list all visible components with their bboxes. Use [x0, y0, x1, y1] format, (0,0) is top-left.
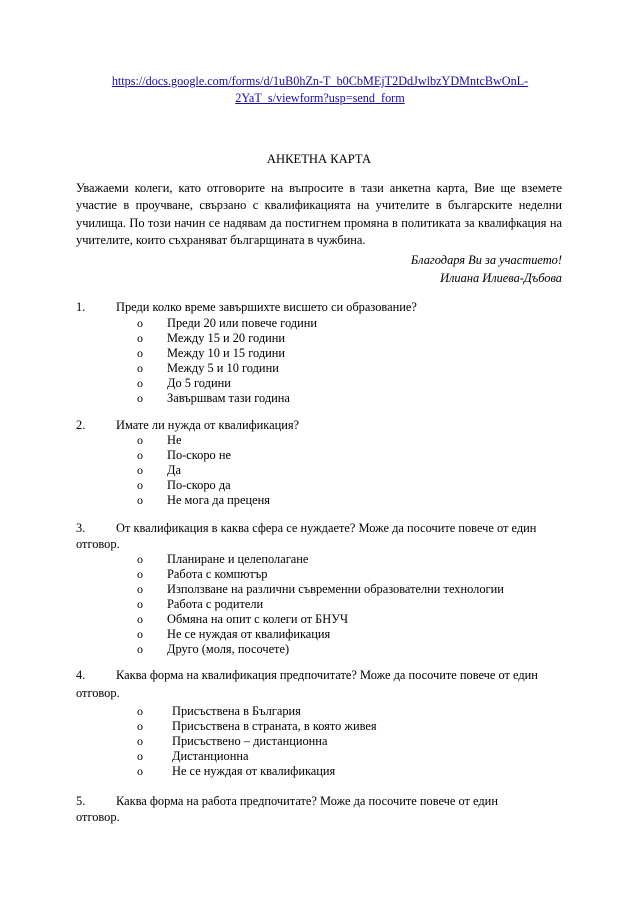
option-label: Да — [167, 463, 181, 477]
option-bullet-icon: o — [137, 582, 143, 596]
option-label: Не мога да преценя — [167, 493, 270, 507]
form-link[interactable] — [70, 73, 570, 107]
question-text: Каква форма на работа предпочитате? Може да посочите повече от един — [116, 794, 498, 808]
question-text: Каква форма на квалификация предпочитате? Може да посочите повече от един — [116, 668, 538, 682]
question-text-continuation: отговор. — [76, 686, 120, 700]
option-label: Планиране и целеполагане — [167, 552, 309, 566]
option-bullet-icon: o — [137, 391, 143, 405]
option-label: Дистанционна — [172, 749, 249, 763]
option-bullet-icon: o — [137, 478, 143, 492]
option-bullet-icon: o — [137, 361, 143, 375]
option-label: Завършвам тази година — [167, 391, 290, 405]
question-number: 5. — [76, 794, 86, 808]
option-label: Между 15 и 20 години — [167, 331, 286, 345]
document-title: АНКЕТНА КАРТА — [266, 152, 372, 166]
question-text: От квалификация в каква сфера се нуждаете? Може да посочите повече от един — [116, 521, 537, 535]
option-bullet-icon: o — [137, 552, 143, 566]
option-label: До 5 години — [167, 376, 231, 390]
option-bullet-icon: o — [137, 642, 143, 656]
signature-name: Илиана Илиева-Дъбова — [440, 271, 562, 285]
option-label: Друго (моля, посочете) — [167, 642, 290, 656]
option-label: Между 10 и 15 години — [167, 346, 286, 360]
option-bullet-icon: o — [137, 433, 143, 447]
option-bullet-icon: o — [137, 493, 143, 507]
question-number: 3. — [76, 521, 86, 535]
intro-paragraph: Уважаеми колеги, като отговорите на въпросите в тази анкетна карта, Вие ще вземете участие в проучване, свързано с квалификацията на учителите в българските неделни училища. По този начин се надявам да постигнем промяна в политиката за квалифкация на учителите, които съхраняват българщината в чужбина. — [76, 181, 562, 248]
question-text-continuation: отговор. — [76, 537, 120, 551]
option-bullet-icon: o — [137, 597, 143, 611]
question-number: 4. — [76, 668, 86, 682]
option-label: Не — [167, 433, 182, 447]
option-bullet-icon: o — [137, 346, 143, 360]
option-bullet-icon: o — [137, 749, 143, 763]
option-label: Работа с родители — [167, 597, 264, 611]
option-label: Присъствено – дистанционна — [172, 734, 328, 748]
option-bullet-icon: o — [137, 704, 143, 718]
option-bullet-icon: o — [137, 719, 143, 733]
signature-thanks: Благодаря Ви за участието! — [410, 253, 562, 267]
question-number: 1. — [76, 300, 86, 314]
question-text: Преди колко време завършихте висшето си образование? — [116, 300, 417, 314]
option-label: Между 5 и 10 години — [167, 361, 279, 375]
option-label: По-скоро не — [167, 448, 231, 462]
option-label: По-скоро да — [167, 478, 231, 492]
option-bullet-icon: o — [137, 627, 143, 641]
question-number: 2. — [76, 418, 86, 432]
question-text: Имате ли нужда от квалификация? — [116, 418, 300, 432]
option-bullet-icon: o — [137, 463, 143, 477]
option-bullet-icon: o — [137, 764, 143, 778]
option-label: Обмяна на опит с колеги от БНУЧ — [167, 612, 349, 626]
option-label: Не се нуждая от квалификация — [167, 627, 331, 641]
question-text-continuation: отговор. — [76, 810, 120, 824]
option-label: Преди 20 или повече години — [167, 316, 317, 330]
form-link-line1[interactable]: https://docs.google.com/forms/d/1uB0hZn-T_b0CbMEjT2DdJwlbzYDMntcBwOnL- — [111, 74, 529, 88]
option-bullet-icon: o — [137, 331, 143, 345]
option-bullet-icon: o — [137, 567, 143, 581]
option-bullet-icon: o — [137, 316, 143, 330]
option-bullet-icon: o — [137, 448, 143, 462]
option-label: Работа с компютър — [167, 567, 268, 581]
option-label: Присъствена в страната, в която живея — [172, 719, 377, 733]
option-bullet-icon: o — [137, 376, 143, 390]
option-bullet-icon: o — [137, 734, 143, 748]
form-link-line2[interactable]: 2YaT_s/viewform?usp=send_form — [235, 91, 405, 105]
option-label: Присъствена в България — [172, 704, 301, 718]
option-bullet-icon: o — [137, 612, 143, 626]
option-label: Използване на различни съвременни образователни технологии — [167, 582, 504, 596]
option-label: Не се нуждая от квалификация — [172, 764, 336, 778]
